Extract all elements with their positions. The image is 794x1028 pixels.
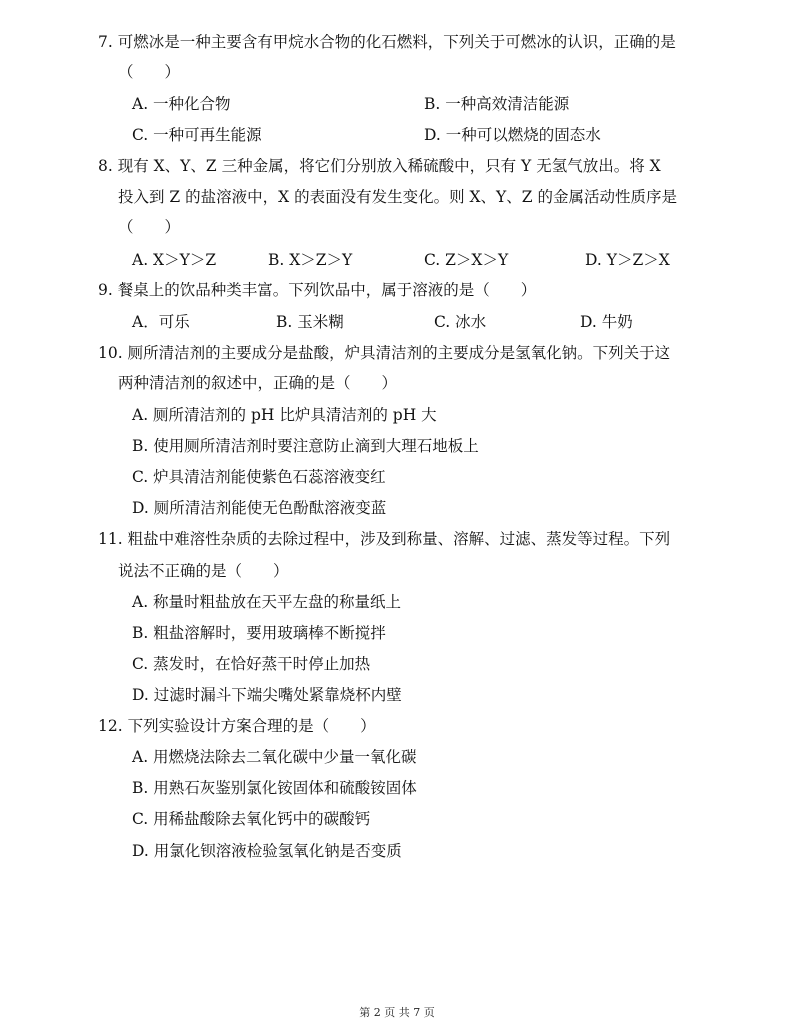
q10-stem-line1: 10. 厕所清洁剂的主要成分是盐酸，炉具清洁剂的主要成分是氢氧化钠。下列关于这 xyxy=(98,344,671,362)
q11-option-d: D. 过滤时漏斗下端尖嘴处紧靠烧杯内壁 xyxy=(132,686,402,704)
q11-option-b: B. 粗盐溶解时，要用玻璃棒不断搅拌 xyxy=(132,624,386,642)
q9-option-c: C. 冰水 xyxy=(434,313,487,331)
q7-option-b: B. 一种高效清洁能源 xyxy=(424,95,570,113)
q10-option-d: D. 厕所清洁剂能使无色酚酞溶液变蓝 xyxy=(132,499,387,517)
q7-option-a: A. 一种化合物 xyxy=(132,95,231,113)
q8-option-d: D. Y＞Z＞X xyxy=(585,251,670,269)
q11-stem-line2: 说法不正确的是（ ） xyxy=(118,562,289,580)
q7-option-c: C. 一种可再生能源 xyxy=(132,126,262,144)
q8-stem-line1: 8. 现有 X、Y、Z 三种金属，将它们分别放入稀硫酸中，只有 Y 无氢气放出。将 X xyxy=(98,157,661,175)
q9-option-a: A．可乐 xyxy=(132,313,190,331)
q10-option-a: A. 厕所清洁剂的 pH 比炉具清洁剂的 pH 大 xyxy=(132,406,437,424)
q12-option-d: D. 用氯化钡溶液检验氢氧化钠是否变质 xyxy=(132,842,402,860)
q9-option-b: B. 玉米糊 xyxy=(276,313,344,331)
q8-option-b: B. X＞Z＞Y xyxy=(268,251,353,269)
q7-stem-line1: 7. 可燃冰是一种主要含有甲烷水合物的化石燃料，下列关于可燃冰的认识，正确的是 xyxy=(98,33,676,51)
q10-stem-line2: 两种清洁剂的叙述中，正确的是（ ） xyxy=(118,374,398,392)
q8-option-a: A. X＞Y＞Z xyxy=(132,251,217,269)
q11-option-a: A. 称量时粗盐放在天平左盘的称量纸上 xyxy=(132,593,402,611)
q12-option-b: B. 用熟石灰鉴别氯化铵固体和硫酸铵固体 xyxy=(132,779,417,797)
q9-stem: 9. 餐桌上的饮品种类丰富。下列饮品中，属于溶液的是（ ） xyxy=(98,281,537,299)
page-number: 第 2 页 共 7 页 xyxy=(359,1006,435,1019)
q10-option-c: C. 炉具清洁剂能使紫色石蕊溶液变红 xyxy=(132,468,386,486)
q11-stem-line1: 11. 粗盐中难溶性杂质的去除过程中，涉及到称量、溶解、过滤、蒸发等过程。下列 xyxy=(98,530,671,548)
q9-option-d: D. 牛奶 xyxy=(580,313,633,331)
q12-stem: 12. 下列实验设计方案合理的是（ ） xyxy=(98,717,376,735)
q10-option-b: B. 使用厕所清洁剂时要注意防止滴到大理石地板上 xyxy=(132,437,479,455)
q12-option-c: C. 用稀盐酸除去氧化钙中的碳酸钙 xyxy=(132,810,371,828)
q8-stem-line3: （ ） xyxy=(118,218,181,236)
q8-stem-line2: 投入到 Z 的盐溶液中，X 的表面没有发生变化。则 X、Y、Z 的金属活动性质序是 xyxy=(118,188,677,206)
q7-stem-line2: （ ） xyxy=(118,63,181,81)
q12-option-a: A. 用燃烧法除去二氧化碳中少量一氧化碳 xyxy=(132,748,417,766)
q7-option-d: D. 一种可以燃烧的固态水 xyxy=(424,126,601,144)
q8-option-c: C. Z＞X＞Y xyxy=(424,251,509,269)
q11-option-c: C. 蒸发时，在恰好蒸干时停止加热 xyxy=(132,655,371,673)
